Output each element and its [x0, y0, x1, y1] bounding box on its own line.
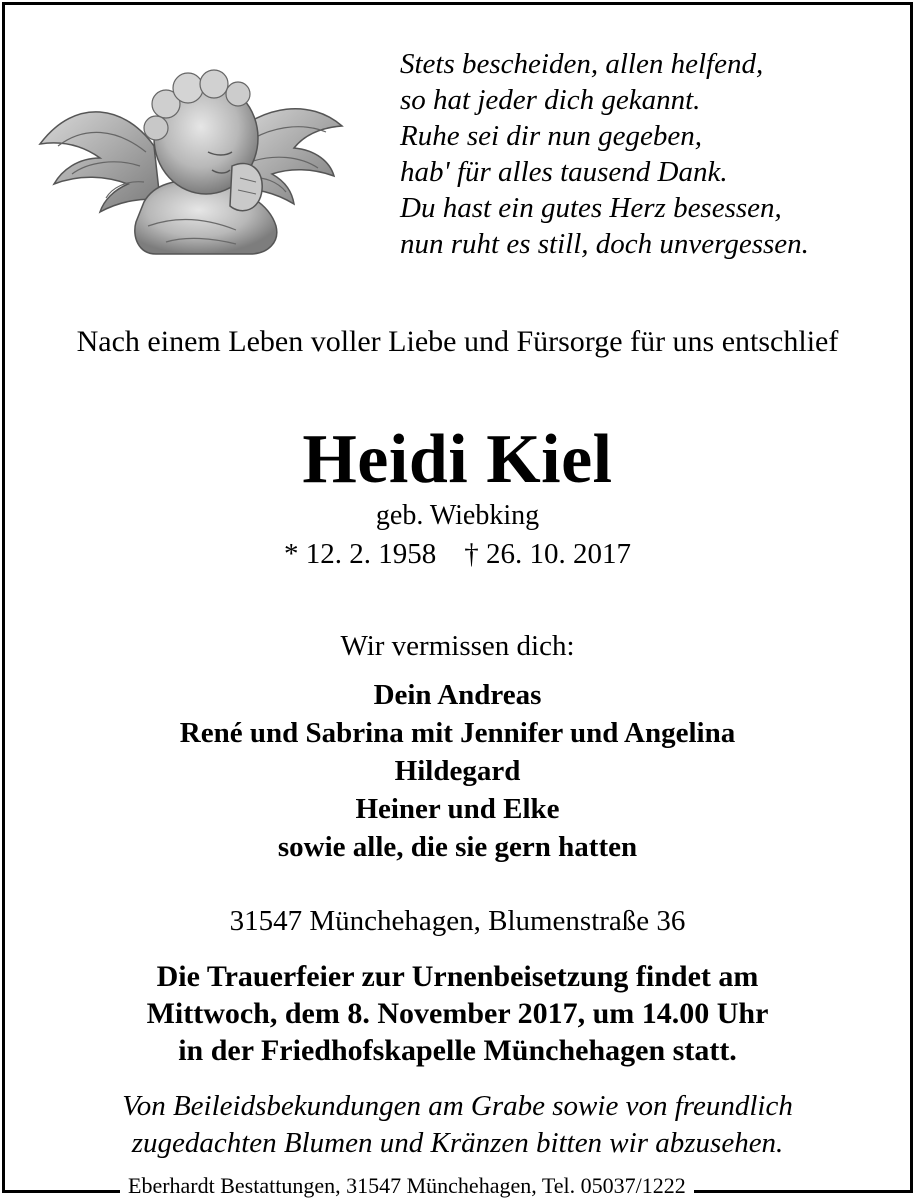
service-line: Die Trauerfeier zur Urnenbeisetzung findet am	[156, 960, 759, 993]
intro-text: Nach einem Leben voller Liebe und Fürsorge für uns entschlief	[76, 325, 839, 358]
maiden-name: geb. Wiebking	[375, 500, 540, 531]
request-line: Von Beileidsbekundungen am Grabe sowie von freundlich	[122, 1090, 793, 1122]
poem-line: Du hast ein gutes Herz besessen,	[400, 192, 782, 224]
mourner-line: Hildegard	[394, 755, 521, 787]
poem-line: Stets bescheiden, allen helfend,	[400, 48, 764, 80]
poem-line: hab' für alles tausend Dank.	[400, 156, 728, 188]
poem-verse	[400, 46, 880, 262]
death-date: † 26. 10. 2017	[464, 538, 631, 570]
mourner-line: Dein Andreas	[373, 679, 542, 711]
family-address: 31547 Münchehagen, Blumenstraße 36	[229, 905, 686, 937]
mourner-line: René und Sabrina mit Jennifer und Angelina	[179, 717, 736, 749]
funeral-home-footer: Eberhardt Bestattungen, 31547 Münchehagen, Tel. 05037/1222	[120, 1172, 694, 1200]
birth-date: * 12. 2. 1958	[284, 538, 437, 570]
service-line: Mittwoch, dem 8. November 2017, um 14.00 Uhr	[146, 997, 769, 1030]
service-line: in der Friedhofskapelle Münchehagen statt.	[178, 1034, 737, 1067]
mourner-line: Heiner und Elke	[355, 793, 560, 825]
funeral-service-info	[0, 958, 915, 1069]
deceased-name: Heidi Kiel	[302, 421, 613, 498]
poem-line: so hat jeder dich gekannt.	[400, 84, 701, 116]
life-dates	[0, 538, 915, 571]
mourners-list	[0, 676, 915, 866]
condolence-request	[0, 1088, 915, 1162]
poem-line: Ruhe sei dir nun gegeben,	[400, 120, 703, 152]
mourners-heading: Wir vermissen dich:	[340, 630, 575, 662]
mourner-line: sowie alle, die sie gern hatten	[277, 831, 638, 863]
request-line: zugedachten Blumen und Kränzen bitten wir abzusehen.	[131, 1127, 784, 1159]
poem-line: nun ruht es still, doch unvergessen.	[400, 228, 809, 260]
angel-figure-image	[36, 66, 346, 256]
